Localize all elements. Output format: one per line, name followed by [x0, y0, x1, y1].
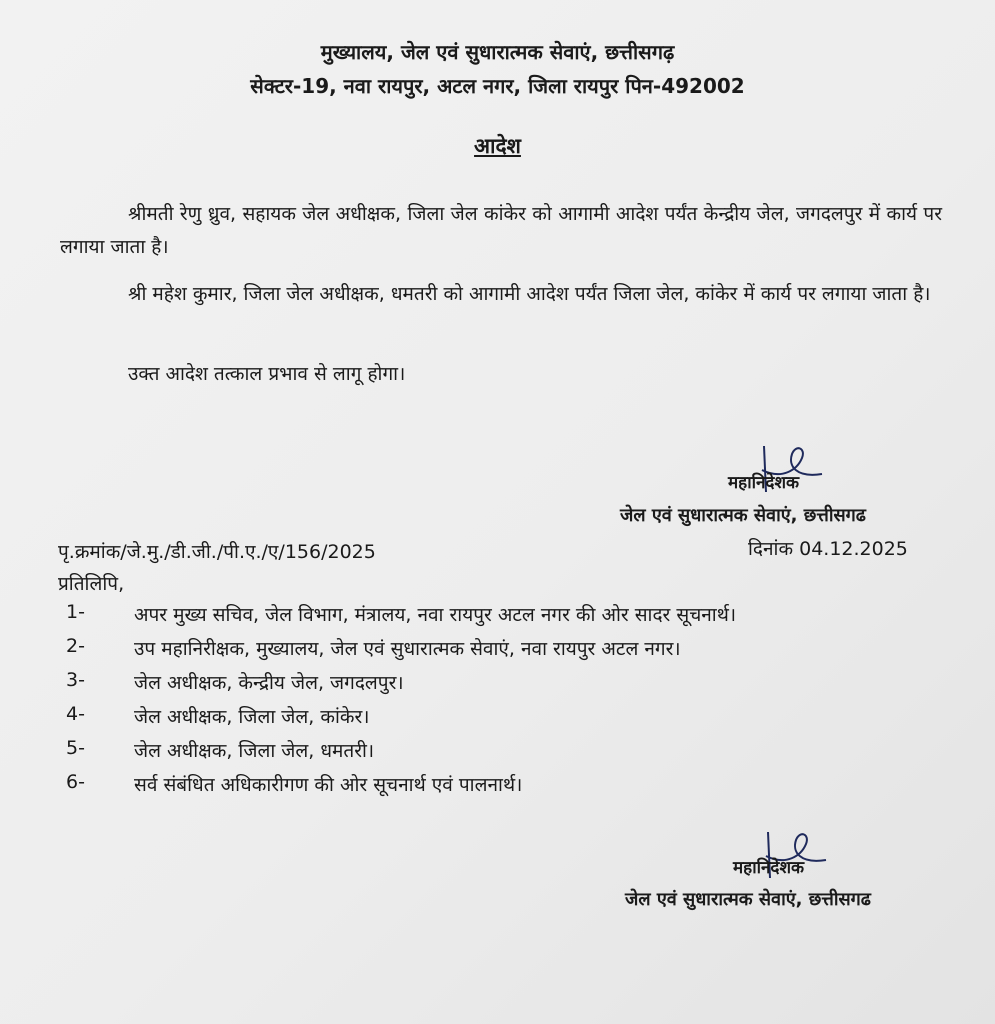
order-paragraph-1: श्रीमती रेणु ध्रुव, सहायक जेल अधीक्षक, जिला जेल कांकेर को आगामी आदेश पर्यंत केन्द्रीय जेल, जगदलपुर में कार्य पर लगाया जाता है। [60, 203, 942, 258]
list-item-text: सर्व संबंधित अधिकारीगण की ओर सूचनार्थ एवं पालनार्थ। [134, 774, 523, 796]
header-office-name: मुख्यालय, जेल एवं सुधारात्मक सेवाएं, छत्तीसगढ़ [320, 40, 675, 64]
list-item-number: 5- [66, 737, 85, 759]
list-item-number: 1- [66, 601, 85, 623]
list-item-text: उप महानिरीक्षक, मुख्यालय, जेल एवं सुधारात्मक सेवाएं, नवा रायपुर अटल नगर। [134, 638, 681, 660]
signatory-department-2: जेल एवं सुधारात्मक सेवाएं, छत्तीसगढ [625, 889, 871, 910]
order-paragraph-2: श्री महेश कुमार, जिला जेल अधीक्षक, धमतरी को आगामी आदेश पर्यंत जिला जेल, कांकेर में कार्य पर लगाया जाता है। [128, 283, 931, 305]
list-item-number: 6- [66, 771, 85, 793]
list-item-text: अपर मुख्य सचिव, जेल विभाग, मंत्रालय, नवा रायपुर अटल नगर की ओर सादर सूचनार्थ। [134, 604, 737, 626]
signatory-title-2: महानिदेशक [733, 858, 805, 878]
header-address: सेक्टर-19, नवा रायपुर, अटल नगर, जिला रायपुर पिन-492002 [250, 74, 745, 98]
copy-to-label: प्रतिलिपि, [58, 573, 125, 595]
list-item-number: 2- [66, 635, 85, 657]
reference-number: पृ.क्रमांक/जे.मु./डी.जी./पी.ए./ए/156/2025 [58, 541, 376, 563]
signatory-department-1: जेल एवं सुधारात्मक सेवाएं, छत्तीसगढ [620, 505, 866, 526]
list-item-number: 4- [66, 703, 85, 725]
order-date: दिनांक 04.12.2025 [748, 538, 908, 560]
list-item-text: जेल अधीक्षक, जिला जेल, धमतरी। [134, 740, 375, 762]
signatory-title-1: महानिदेशक [728, 473, 800, 493]
order-paragraph-3: उक्त आदेश तत्काल प्रभाव से लागू होगा। [128, 363, 406, 385]
document-title: आदेश [474, 134, 521, 158]
list-item-text: जेल अधीक्षक, जिला जेल, कांकेर। [134, 706, 370, 728]
list-item-number: 3- [66, 669, 85, 691]
list-item-text: जेल अधीक्षक, केन्द्रीय जेल, जगदलपुर। [134, 672, 404, 694]
